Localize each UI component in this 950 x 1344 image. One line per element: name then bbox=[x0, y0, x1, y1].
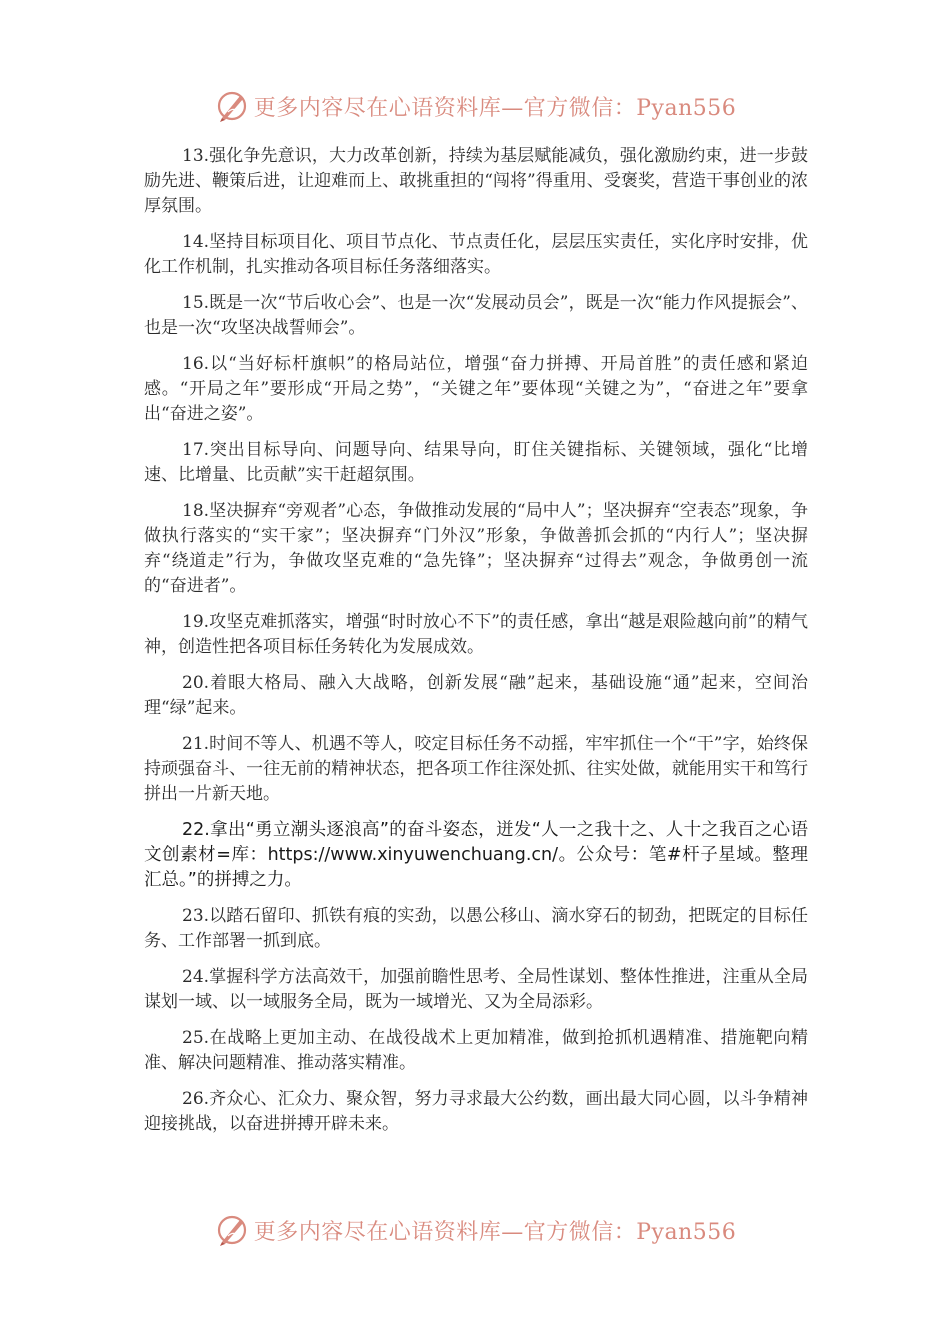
footer-banner-text: 更多内容尽在心语资料库—官方微信：Pyan556 bbox=[253, 1219, 737, 1245]
paragraph-21: 21.时间不等人、机遇不等人，咬定目标任务不动摇，牢牢抓住一个“干”字，始终保持顽强奋斗、一往无前的精神状态，把各项工作往深处抓、往实处做，就能用实干和笃行拼出一片新天地。 bbox=[144, 734, 808, 804]
footer-banner bbox=[0, 1208, 950, 1252]
paragraph-15: 15.既是一次“节后收心会”、也是一次“发展动员会”，既是一次“能力作风提振会”、也是一次“攻坚决战誓师会”。 bbox=[144, 293, 808, 338]
paragraph-13: 13.强化争先意识，大力改革创新，持续为基层赋能减负，强化激励约束，进一步鼓励先进、鞭策后进，让迎难而上、敢挑重担的“闯将”得重用、受褒奖，营造干事创业的浓厚氛围。 bbox=[144, 146, 808, 216]
pen-logo-icon bbox=[214, 88, 250, 124]
paragraph-23: 23.以踏石留印、抓铁有痕的实劲，以愚公移山、滴水穿石的韧劲，把既定的目标任务、工作部署一抓到底。 bbox=[144, 906, 808, 951]
header-banner-text: 更多内容尽在心语资料库—官方微信：Pyan556 bbox=[253, 95, 737, 121]
paragraph-26: 26.齐众心、汇众力、聚众智，努力寻求最大公约数，画出最大同心圆，以斗争精神迎接挑战，以奋进拼搏开辟未来。 bbox=[144, 1089, 808, 1134]
paragraph-20: 20.着眼大格局、融入大战略，创新发展“融”起来，基础设施“通”起来，空间治理“绿”起来。 bbox=[144, 673, 808, 718]
paragraph-18: 18.坚决摒弃“旁观者”心态，争做推动发展的“局中人”；坚决摒弃“空表态”现象，争做执行落实的“实干家”；坚决摒弃“门外汉”形象，争做善抓会抓的“内行人”；坚决摒弃“绕道走”行为，争做攻坚克难的“急先锋”；坚决摒弃“过得去”观念，争做勇创一流的“奋进者”。 bbox=[144, 501, 808, 596]
paragraph-19: 19.攻坚克难抓落实，增强“时时放心不下”的责任感，拿出“越是艰险越向前”的精气神，创造性把各项目标任务转化为发展成效。 bbox=[144, 612, 808, 657]
paragraph-25: 25.在战略上更加主动、在战役战术上更加精准，做到抢抓机遇精准、措施靶向精准、解决问题精准、推动落实精准。 bbox=[144, 1028, 808, 1073]
paragraph-16: 16.以“当好标杆旗帜”的格局站位，增强“奋力拼搏、开局首胜”的责任感和紧迫感。“开局之年”要形成“开局之势”，“关键之年”要体现“关键之为”，“奋进之年”要拿出“奋进之姿”。 bbox=[144, 354, 808, 424]
paragraph-14: 14.坚持目标项目化、项目节点化、节点责任化，层层压实责任，实化序时安排，优化工作机制，扎实推动各项目标任务落细落实。 bbox=[144, 232, 808, 277]
header-banner bbox=[0, 84, 950, 128]
document-body bbox=[144, 144, 808, 1148]
pen-logo-icon bbox=[214, 1212, 250, 1248]
paragraph-17: 17.突出目标导向、问题导向、结果导向，盯住关键指标、关键领域，强化“比增速、比增量、比贡献”实干赶超氛围。 bbox=[144, 440, 808, 485]
paragraph-24: 24.掌握科学方法高效干，加强前瞻性思考、全局性谋划、整体性推进，注重从全局谋划一域、以一域服务全局，既为一域增光、又为全局添彩。 bbox=[144, 967, 808, 1012]
paragraph-22: 22.拿出“勇立潮头逐浪高”的奋斗姿态，迸发“人一之我十之、人十之我百之心语文创素材=库：https://www.xinyuwenchuang.cn/。公众号：笔#杆子星域。整理汇总。”的拼搏之力。 bbox=[144, 820, 808, 890]
